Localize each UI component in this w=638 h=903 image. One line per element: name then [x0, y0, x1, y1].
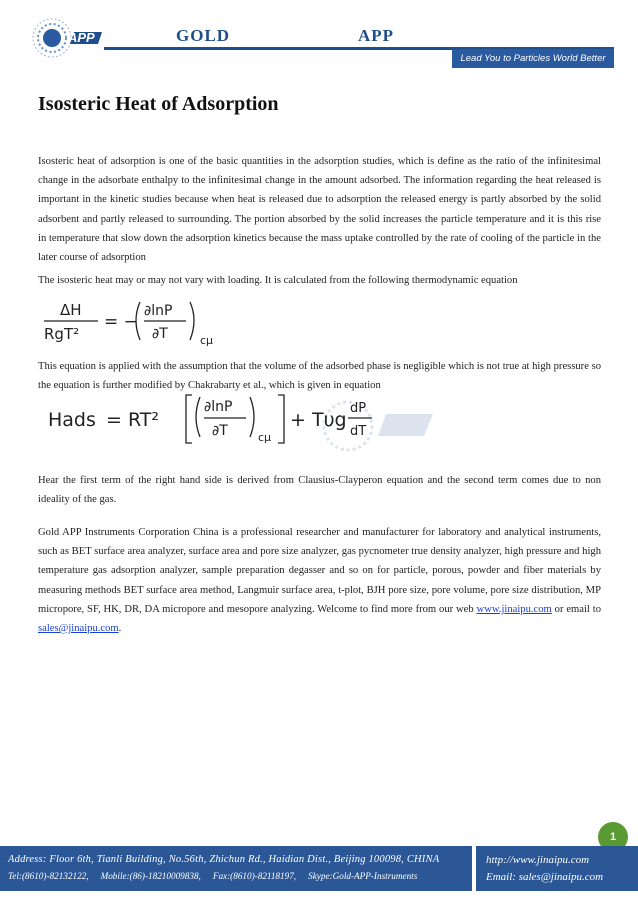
company-logo [30, 14, 106, 62]
tagline: Lead You to Particles World Better [452, 49, 614, 68]
eq2-deriv-denominator: dT [350, 424, 367, 439]
eq2-lhs: Hads [48, 409, 96, 431]
footer-contact [0, 846, 472, 891]
eq2-deriv-numerator: dP [350, 401, 367, 416]
paragraph-loading: The isosteric heat may or may not vary with loading. It is calculated from the following thermodynamic equation [38, 275, 518, 286]
eq1-partial-denominator: ∂T [152, 326, 168, 342]
equation-isosteric-heat [40, 298, 240, 346]
logo-text: APP [68, 30, 95, 45]
eq2-partial-denominator: ∂T [212, 423, 228, 439]
paragraph-modification: This equation is applied with the assumption that the volume of the adsorbed phase is negligible which is not true at high pressure so the equation is further modified by Chakrabarty et al., which is given in equation [38, 361, 601, 392]
footer-web [476, 846, 638, 891]
website-link[interactable]: www.jinaipu.com [476, 603, 552, 615]
footer-address: Address: Floor 6th, Tianli Building, No.56th, Zhichun Rd., Haidian Dist., Beijing 100098, CHINA [8, 854, 440, 865]
eq1-subscript: cμ [200, 334, 214, 346]
company-text-end: . [118, 623, 122, 635]
eq2-plus-term: + Tυg [290, 409, 347, 431]
footer-fax: Fax:(8610)-82118197, [212, 871, 297, 881]
brand-name-app: APP [358, 26, 395, 45]
eq2-partial-numerator: ∂lnP [204, 399, 233, 415]
page-number-badge: 1 [598, 822, 628, 852]
company-text-mid: or email to [551, 603, 601, 615]
footer-email[interactable]: Email: sales@jinaipu.com [486, 871, 604, 883]
eq2-subscript: cμ [258, 431, 272, 444]
footer-phones [8, 871, 417, 881]
footer-website[interactable]: http://www.jinaipu.com [486, 854, 590, 866]
footer-mobile: Mobile:(86)-18210009838, [100, 871, 201, 881]
paragraph-clausius: Hear the first term of the right hand side is derived from Clausius-Clayperon equation and the second term comes due to non ideality of the gas. [38, 475, 601, 506]
eq1-lhs-numerator: ΔH [60, 301, 82, 319]
page-title: Isosteric Heat of Adsorption [38, 93, 279, 115]
eq1-partial-numerator: ∂lnP [144, 303, 173, 319]
eq2-equals: = RT² [106, 409, 160, 431]
email-link[interactable]: sales@jinaipu.com [38, 623, 119, 635]
company-text: Gold APP Instruments Corporation China is a professional researcher and manufacturer for laboratory and analytical instruments, such as BET surface area analyzer, surface area and pore size analyzer, gas pycnometer true density analyzer, high pressure and high temperature gas adsorption analyzer, sample preparation degasser and so on for particle, porous, powder and fiber materials by measuring methods BET surface area method, Langmuir surface area, t-plot, BJH pore size, pore volume, pore size distribution, MP micropore, SF, HK, DR, DA micropore and mesopore analyzing. Welcome to find more from our web [38, 527, 601, 615]
equation-chakrabarty [46, 393, 376, 445]
eq1-equals: = − [104, 312, 138, 332]
paragraph-intro: Isosteric heat of adsorption is one of the basic quantities in the adsorption studies, which is define as the ratio of the infinitesimal change in the adsorbate enthalpy to the infinitesimal change in the amount adsorbed. The information regarding the heat released is important in the kinetic studies because when heat is released due to adsorption the released energy is partly absorbed by the solid adsorbent and partly released to surrounding. The portion absorbed by the solid increases the particle temperature and it is this rise in temperature that slow down the adsorption kinetics because the mass uptake controlled by the rate of cooling of the particle in the later course of adsorption [38, 156, 601, 264]
footer-tel: Tel:(8610)-82132122, [8, 871, 89, 881]
brand-name-gold: GOLD [176, 26, 231, 45]
footer-skype: Skype:Gold-APP-Instruments [308, 871, 418, 881]
eq1-lhs-denominator: RgT² [44, 325, 80, 343]
paragraph-company [38, 523, 601, 638]
